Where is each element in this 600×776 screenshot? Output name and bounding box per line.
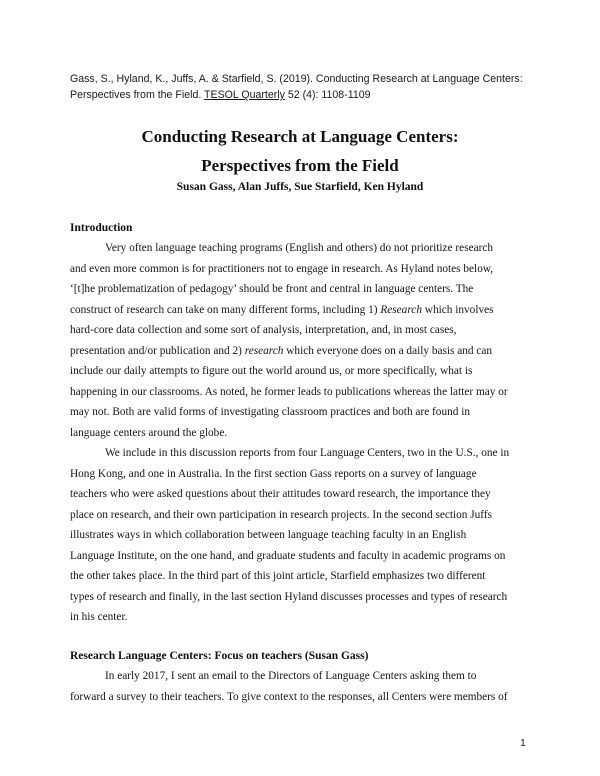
text-line: place on research, and their own participation in research projects. In the second section Juffs	[70, 508, 493, 521]
journal-link[interactable]: TESOL Quarterly	[204, 89, 285, 101]
text-line: We include in this discussion reports from four Language Centers, two in the U.S., one in	[105, 447, 510, 459]
text-line: illustrates ways in which collaboration between language teaching faculty in an English	[70, 529, 467, 541]
text-line: language centers around the globe.	[70, 426, 228, 439]
text-line: hard-core data collection and some sort of analysis, interpretation, and, in most cases,	[70, 324, 457, 336]
text-line: may not. Both are valid forms of investigating classroom practices and both are found in	[70, 406, 470, 418]
introduction-paragraph-2	[70, 443, 532, 628]
page-number: 1	[520, 737, 526, 749]
title-line-2: Perspectives from the Field	[201, 156, 399, 175]
introduction-paragraph-1	[70, 238, 532, 443]
section-2-heading: Research Language Centers: Focus on teachers (Susan Gass)	[70, 650, 369, 662]
text-line	[70, 341, 532, 362]
authors: Susan Gass, Alan Juffs, Sue Starfield, Ken Hyland	[176, 181, 424, 193]
text-segment: construct of research can take on many different forms, including 1)	[70, 303, 381, 316]
introduction-heading: Introduction	[70, 222, 133, 234]
text-line: types of research and finally, in the last section Hyland discusses processes and types of research	[70, 590, 508, 603]
text-line: In early 2017, I sent an email to the Directors of Language Centers asking them to	[105, 670, 477, 682]
text-line: happening in our classrooms. As noted, he former leads to publications whereas the latter may or	[70, 385, 508, 398]
citation-line-1: Gass, S., Hyland, K., Juffs, A. & Starfield, S. (2019). Conducting Research at Language Centers:	[70, 73, 523, 85]
text-segment: presentation and/or publication and 2)	[70, 344, 245, 357]
text-line: and even more common is for practitioners not to engage in research. As Hyland notes below,	[70, 262, 494, 275]
text-line: in his center.	[70, 611, 128, 623]
text-segment: which everyone does on a daily basis and can	[283, 344, 493, 357]
text-line: forward a survey to their teachers. To give context to the responses, all Centers were members of	[70, 690, 508, 703]
text-line: ‘[t]he problematization of pedagogy’ should be front and central in language centers. The	[70, 283, 474, 295]
section-2-paragraph	[70, 666, 532, 707]
text-line: Language Institute, on the one hand, and graduate students and faculty in academic programs on	[70, 549, 506, 562]
text-line: teachers who were asked questions about their attitudes toward research, the importance they	[70, 488, 491, 500]
text-line: include our daily attempts to figure out the world around us, or more specifically, what is	[70, 365, 473, 377]
text-segment: which involves	[421, 303, 494, 316]
text-line: Very often language teaching programs (English and others) do not prioritize research	[105, 242, 494, 254]
title-line-1: Conducting Research at Language Centers:	[141, 127, 459, 146]
text-line: the other takes place. In the third part of this joint article, Starfield emphasizes two different	[70, 570, 486, 582]
text-line	[70, 300, 532, 321]
text-line: Hong Kong, and one in Australia. In the first section Gass reports on a survey of language	[70, 467, 477, 480]
citation	[70, 71, 540, 103]
citation-line-2: Perspectives from the Field.	[70, 89, 205, 101]
citation-volume: 52 (4): 1108-1109	[284, 89, 371, 101]
emphasis-research: Research	[380, 303, 422, 316]
emphasis-research-lower: research	[244, 344, 284, 357]
